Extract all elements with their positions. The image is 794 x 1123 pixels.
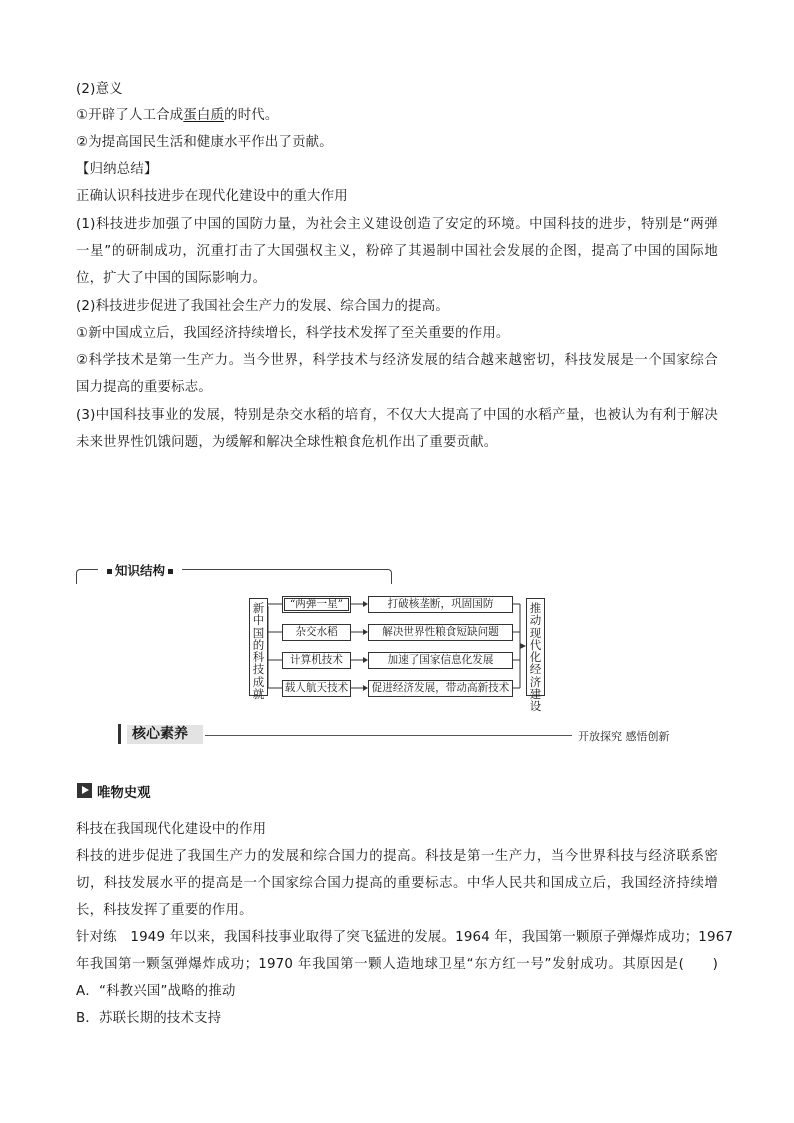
underlined-term: 蛋白质 xyxy=(183,108,225,123)
summary-heading: 【归纳总结】 xyxy=(76,162,158,177)
knowledge-right-box: 推动现代化经济建设 xyxy=(526,598,545,696)
knowledge-item-box: “两弹一星” xyxy=(282,596,351,613)
exercise-line: 年我国第一颗氢弹爆炸成功；1970 年我国第一颗人造地球卫星“东方红一号”发射成功。其原因是( ) xyxy=(76,957,718,972)
summary-line: (2)科技进步促进了我国社会生产力的发展、综合国力的提高。 xyxy=(76,299,449,314)
knowledge-effect-box: 加速了国家信息化发展 xyxy=(368,652,513,669)
section-heading-significance: (2)意义 xyxy=(76,82,123,97)
materialism-line: 科技的进步促进了我国生产力的发展和综合国力的提高。科技是第一生产力，当今世界科技与经济联系密 xyxy=(76,849,718,864)
knowledge-item-box: 载人航天技术 xyxy=(282,680,351,697)
summary-line: (3)中国科技事业的发展，特别是杂交水稻的培育，不仅大大提高了中国的水稻产量，也被认为有利于解决 xyxy=(76,408,718,423)
knowledge-item-box: 杂交水稻 xyxy=(282,624,351,641)
core-banner-rule xyxy=(205,735,572,736)
materialism-heading: 唯物史观 xyxy=(97,786,151,801)
summary-line: ①新中国成立后，我国经济持续增长，科学技术发挥了至关重要的作用。 xyxy=(76,326,510,341)
paragraph: ①开辟了人工合成蛋白质的时代。 xyxy=(76,108,279,123)
summary-line: 位，扩大了中国的国际影响力。 xyxy=(76,271,267,286)
knowledge-left-box: 新中国的科技成就 xyxy=(249,598,268,696)
summary-line: 未来世界性饥饿问题，为缓解和解决全球性粮食危机作出了重要贡献。 xyxy=(76,435,498,450)
knowledge-effect-box: 打破核垄断，巩固国防 xyxy=(368,596,513,613)
materialism-title: 科技在我国现代化建设中的作用 xyxy=(76,822,267,837)
core-banner-subtitle: 开放探究 感悟创新 xyxy=(578,730,670,743)
paragraph: ②为提高国民生活和健康水平作出了贡献。 xyxy=(76,135,333,150)
summary-line: 国力提高的重要标志。 xyxy=(76,380,212,395)
knowledge-title: 知识结构 xyxy=(98,561,182,579)
knowledge-effect-box: 促进经济发展，带动高新技术 xyxy=(368,680,513,697)
knowledge-effect-box: 解决世界性粮食短缺问题 xyxy=(368,624,513,641)
option-b[interactable]: B．苏联长期的技术支持 xyxy=(76,1011,222,1026)
play-icon xyxy=(77,783,92,798)
materialism-line: 切，科技发展水平的提高是一个国家综合国力提高的重要标志。中华人民共和国成立后，我国经济持续增 xyxy=(76,876,718,891)
knowledge-item-box: 计算机技术 xyxy=(282,652,351,669)
summary-line: (1)科技进步加强了中国的国防力量，为社会主义建设创造了安定的环境。中国科技的进步，特别是“两弹 xyxy=(76,217,718,232)
materialism-line: 长，科技发挥了重要的作用。 xyxy=(76,903,253,918)
summary-line: ②科学技术是第一生产力。当今世界，科学技术与经济发展的结合越来越密切，科技发展是一个国家综合 xyxy=(76,353,718,368)
core-banner-bar xyxy=(118,724,121,744)
exercise-line: 针对练 1949 年以来，我国科技事业取得了突飞猛进的发展。1964 年，我国第一颗原子弹爆炸成功；1967 xyxy=(76,930,734,945)
summary-title: 正确认识科技进步在现代化建设中的重大作用 xyxy=(76,189,348,204)
summary-line: 一星”的研制成功，沉重打击了大国强权主义，粉碎了其遏制中国社会发展的企图，提高了中国的国际地 xyxy=(76,244,718,259)
core-banner-title: 核心素养 xyxy=(127,725,203,744)
option-a[interactable]: A．“科教兴国”战略的推动 xyxy=(76,984,236,999)
